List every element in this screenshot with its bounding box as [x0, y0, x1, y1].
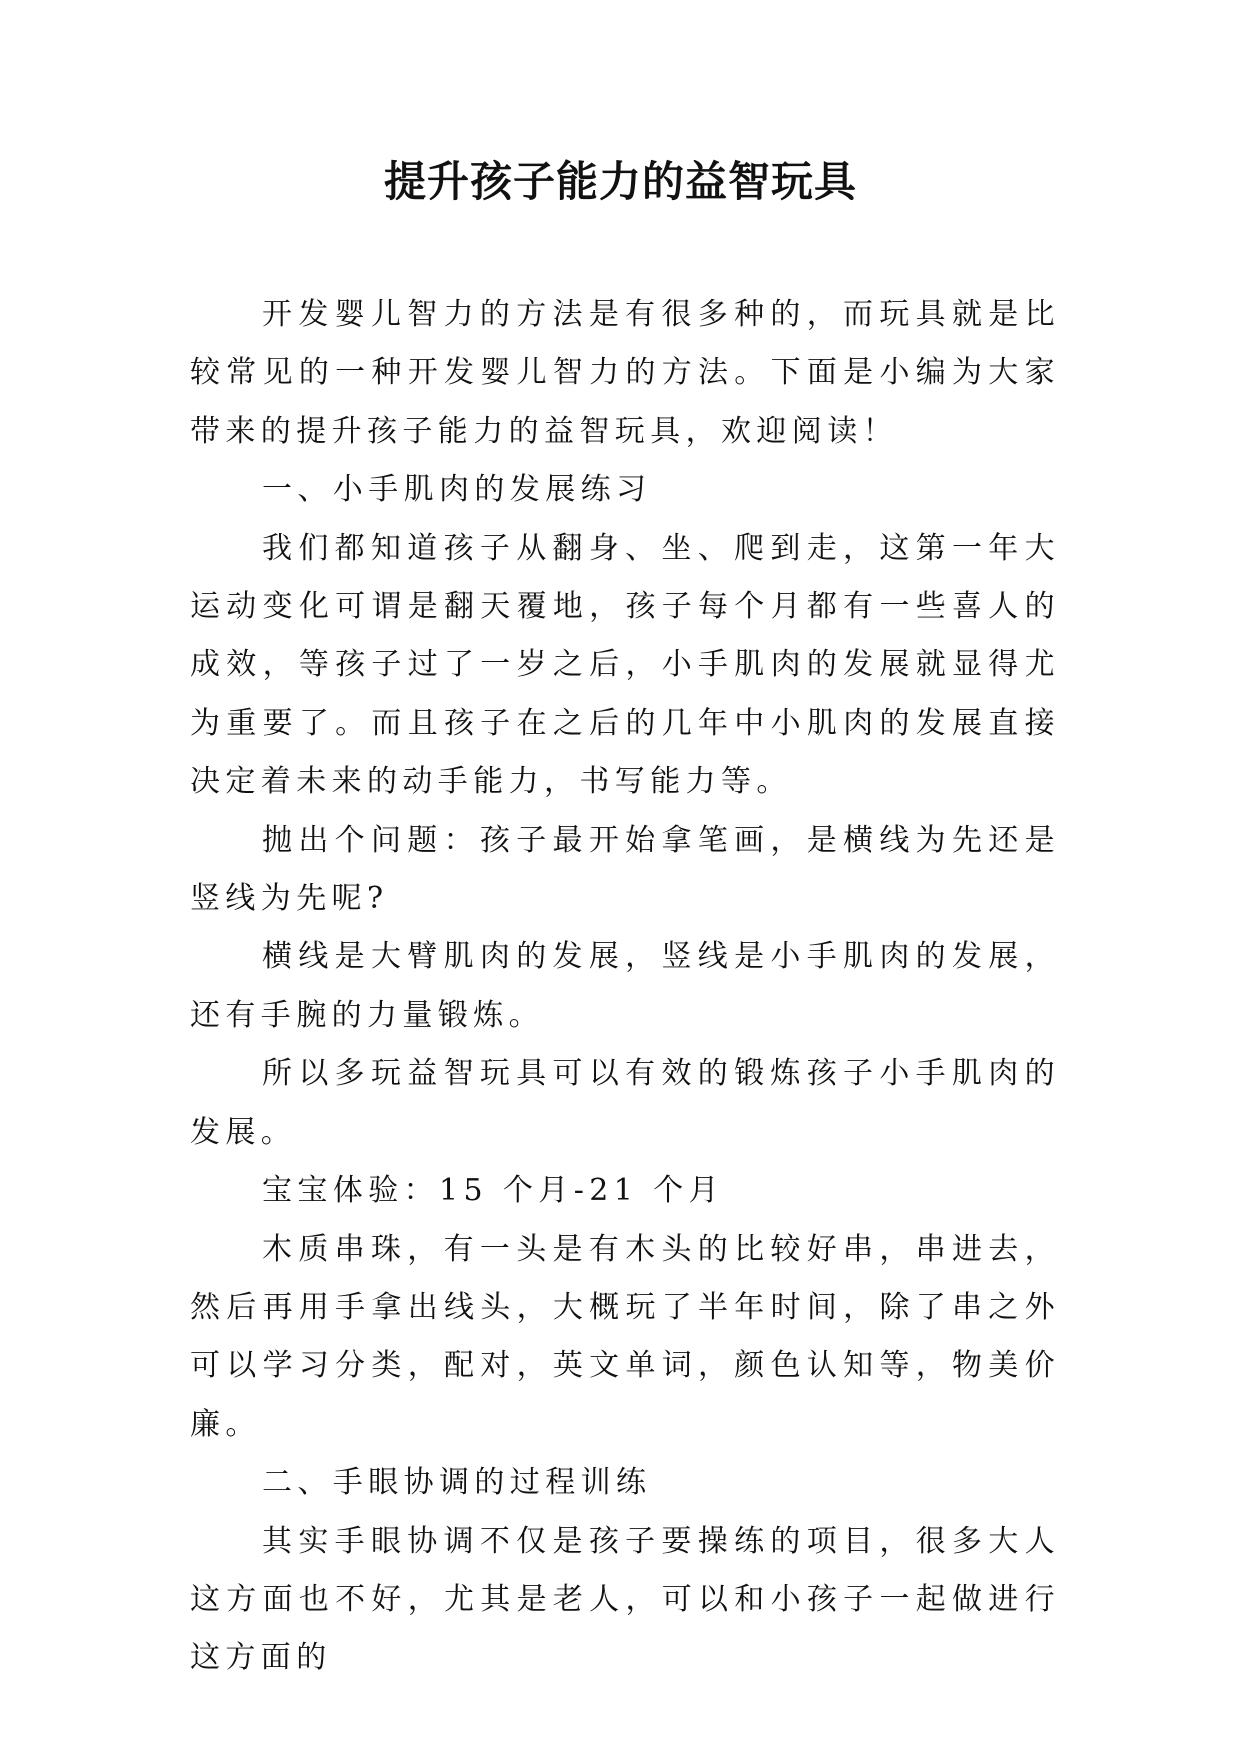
paragraph: 宝宝体验：15 个月-21 个月 — [262, 1173, 724, 1209]
section-heading-1: 一、小手肌肉的发展练习 — [262, 472, 652, 508]
paragraph: 横线是大臂肌肉的发展，竖线是小手肌肉的发展，还有手腕的力量锻炼。 — [190, 939, 1060, 1033]
paragraph: 其实手眼协调不仅是孩子要操练的项目，很多大人这方面也不好，尤其是老人，可以和小孩子一起做进行这方面的 — [190, 1523, 1060, 1676]
document-title: 提升孩子能力的益智玩具 — [383, 157, 857, 206]
paragraph: 所以多玩益智玩具可以有效的锻炼孩子小手肌肉的发展。 — [190, 1056, 1060, 1150]
document-body — [190, 286, 1060, 1688]
paragraph: 木质串珠，有一头是有木头的比较好串，串进去，然后再用手拿出线头，大概玩了半年时间，除了串之外可以学习分类，配对，英文单词，颜色认知等，物美价廉。 — [190, 1231, 1060, 1442]
section-heading-2: 二、手眼协调的过程训练 — [262, 1465, 652, 1501]
paragraph: 抛出个问题：孩子最开始拿笔画，是横线为先还是竖线为先呢? — [190, 822, 1060, 917]
paragraph-intro: 开发婴儿智力的方法是有很多种的，而玩具就是比较常见的一种开发婴儿智力的方法。下面是小编为大家带来的提升孩子能力的益智玩具，欢迎阅读！ — [190, 297, 1060, 449]
paragraph: 我们都知道孩子从翻身、坐、爬到走，这第一年大运动变化可谓是翻天覆地，孩子每个月都有一些喜人的成效，等孩子过了一岁之后，小手肌肉的发展就显得尤为重要了。而且孩子在之后的几年中小肌肉的发展直接决定着未来的动手能力，书写能力等。 — [190, 530, 1060, 800]
